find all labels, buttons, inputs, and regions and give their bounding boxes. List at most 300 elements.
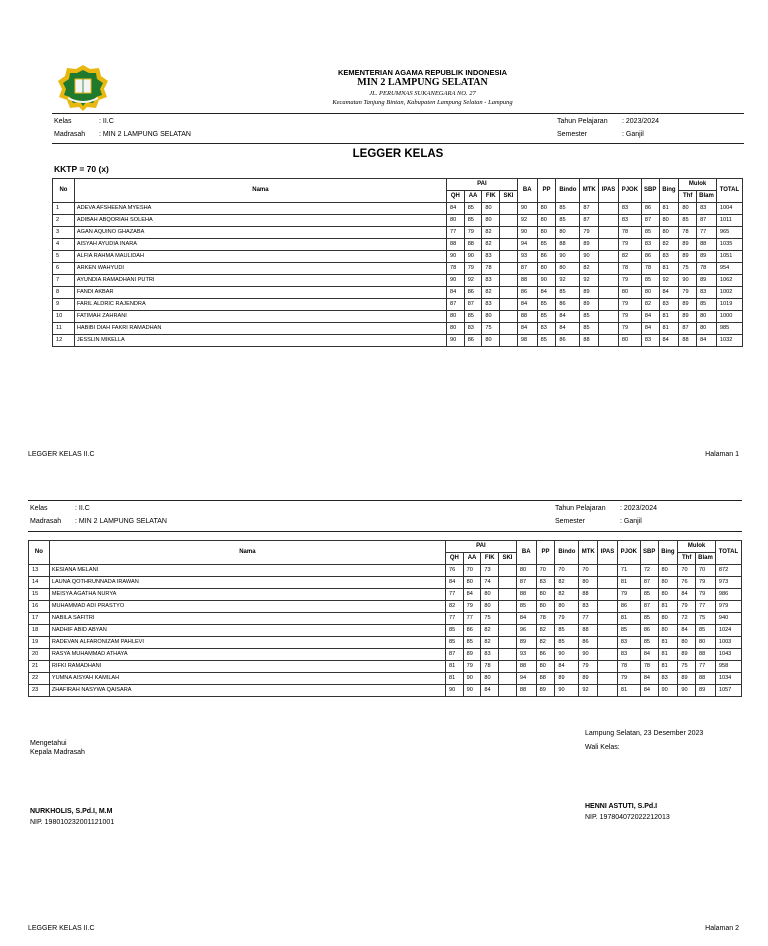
score-cell: 73 xyxy=(481,565,499,577)
row-number: 19 xyxy=(29,637,50,649)
table-row xyxy=(29,673,742,685)
score-cell: 85 xyxy=(464,215,482,227)
score-cell: 89 xyxy=(463,649,481,661)
score-cell: 89 xyxy=(679,251,697,263)
score-cell: 79 xyxy=(579,661,598,673)
score-cell: 86 xyxy=(464,287,482,299)
semester-label: Semester xyxy=(557,131,587,138)
page2-top-rule xyxy=(28,500,742,501)
score-cell: 80 xyxy=(481,673,499,685)
score-cell: 77 xyxy=(445,589,463,601)
col-ba: BA xyxy=(517,179,537,203)
student-name: ADIBAH ABQORIAH SOLEHA xyxy=(74,215,446,227)
score-cell: 78 xyxy=(697,263,717,275)
score-cell: 985 xyxy=(716,323,742,335)
row-number: 10 xyxy=(53,311,75,323)
table-row xyxy=(29,649,742,661)
score-cell xyxy=(499,661,517,673)
score-cell: 88 xyxy=(517,311,537,323)
col-ba: BA xyxy=(516,541,536,565)
score-cell: 83 xyxy=(641,335,659,347)
score-cell: 81 xyxy=(658,637,678,649)
score-cell xyxy=(599,203,619,215)
col-no: No xyxy=(29,541,50,565)
page2-info-rule xyxy=(28,531,742,532)
score-cell xyxy=(599,335,619,347)
score-cell: 85 xyxy=(556,203,580,215)
row-number: 20 xyxy=(29,649,50,661)
score-cell: 80 xyxy=(659,215,679,227)
score-cell: 85 xyxy=(537,311,556,323)
score-cell: 81 xyxy=(658,601,678,613)
score-cell: 75 xyxy=(481,613,499,625)
score-cell xyxy=(599,287,619,299)
score-cell: 88 xyxy=(516,685,536,697)
score-cell: 70 xyxy=(555,565,579,577)
madrasah-label-p2: Madrasah xyxy=(30,518,62,525)
student-name: JESSLIN MIKELLA xyxy=(74,335,446,347)
footer-right-page2: Halaman 2 xyxy=(705,925,739,932)
score-cell xyxy=(598,625,618,637)
score-cell: 85 xyxy=(556,215,580,227)
score-cell: 80 xyxy=(658,577,678,589)
score-cell: 80 xyxy=(579,577,598,589)
col-ski: SKI xyxy=(499,553,517,565)
score-cell: 82 xyxy=(618,251,641,263)
score-cell: 85 xyxy=(537,239,556,251)
score-cell: 90 xyxy=(678,685,696,697)
score-cell: 86 xyxy=(579,637,598,649)
score-cell: 82 xyxy=(482,239,500,251)
score-cell: 81 xyxy=(617,685,640,697)
score-cell: 84 xyxy=(446,287,464,299)
student-name: NABILA SAFITRI xyxy=(49,613,445,625)
score-cell: 83 xyxy=(641,239,659,251)
score-cell: 84 xyxy=(537,287,556,299)
score-cell: 88 xyxy=(696,673,716,685)
score-cell: 85 xyxy=(464,311,482,323)
score-cell: 88 xyxy=(697,239,717,251)
score-cell: 79 xyxy=(618,239,641,251)
score-cell: 85 xyxy=(516,601,536,613)
score-cell: 92 xyxy=(556,275,580,287)
student-name: ARKEN WAHYUDI xyxy=(74,263,446,275)
score-cell: 82 xyxy=(445,601,463,613)
score-cell: 89 xyxy=(697,275,717,287)
score-cell: 80 xyxy=(516,565,536,577)
col-pjok: PJOK xyxy=(618,179,641,203)
score-cell: 79 xyxy=(696,589,716,601)
student-name: FANDI AKBAR xyxy=(74,287,446,299)
score-cell: 89 xyxy=(536,685,555,697)
score-cell: 86 xyxy=(617,601,640,613)
score-cell: 940 xyxy=(715,613,741,625)
score-cell: 86 xyxy=(536,649,555,661)
score-cell: 79 xyxy=(463,601,481,613)
row-number: 11 xyxy=(53,323,75,335)
score-cell: 89 xyxy=(697,251,717,263)
score-cell: 76 xyxy=(678,577,696,589)
col-no: No xyxy=(53,179,75,203)
score-cell: 84 xyxy=(517,323,537,335)
score-cell: 84 xyxy=(446,203,464,215)
score-cell: 84 xyxy=(556,311,580,323)
score-cell: 80 xyxy=(463,577,481,589)
score-cell: 85 xyxy=(697,299,717,311)
score-cell: 96 xyxy=(516,625,536,637)
score-cell: 83 xyxy=(618,215,641,227)
score-cell xyxy=(598,613,618,625)
score-cell: 83 xyxy=(482,299,500,311)
score-cell: 94 xyxy=(516,673,536,685)
score-cell: 75 xyxy=(482,323,500,335)
score-cell: 87 xyxy=(641,215,659,227)
score-cell xyxy=(499,589,517,601)
score-cell: 82 xyxy=(482,287,500,299)
score-cell: 81 xyxy=(659,311,679,323)
score-cell: 80 xyxy=(537,227,556,239)
score-cell: 89 xyxy=(580,299,599,311)
score-cell: 80 xyxy=(697,311,717,323)
score-cell: 87 xyxy=(516,577,536,589)
score-cell: 80 xyxy=(618,335,641,347)
score-cell: 82 xyxy=(659,239,679,251)
score-cell: 1024 xyxy=(715,625,741,637)
score-cell: 89 xyxy=(580,287,599,299)
madrasah-value: : MIN 2 LAMPUNG SELATAN xyxy=(99,131,191,138)
score-cell: 77 xyxy=(579,613,598,625)
score-cell: 78 xyxy=(618,263,641,275)
student-name: AYUNDIA RAMADHANI PUTRI xyxy=(74,275,446,287)
score-cell: 78 xyxy=(536,613,555,625)
score-cell: 81 xyxy=(617,577,640,589)
score-cell: 82 xyxy=(536,625,555,637)
score-cell: 80 xyxy=(658,625,678,637)
kelas-label-p2: Kelas xyxy=(30,505,48,512)
score-cell xyxy=(598,601,618,613)
score-cell: 80 xyxy=(536,601,555,613)
col-pai: PAI xyxy=(446,179,517,191)
score-cell: 75 xyxy=(678,661,696,673)
score-cell: 86 xyxy=(641,251,659,263)
col-thf: Thf xyxy=(678,553,696,565)
score-cell: 80 xyxy=(537,215,556,227)
col-sbp: SBP xyxy=(641,179,659,203)
score-cell: 78 xyxy=(641,263,659,275)
score-cell: 90 xyxy=(463,685,481,697)
score-cell: 89 xyxy=(679,311,697,323)
score-cell: 85 xyxy=(464,203,482,215)
score-cell xyxy=(499,637,517,649)
table-row xyxy=(53,335,743,347)
row-number: 22 xyxy=(29,673,50,685)
table-row xyxy=(53,227,743,239)
score-cell xyxy=(599,263,619,275)
legger-table-page1 xyxy=(52,178,743,347)
student-name: YUMNA AISYAH KAMILAH xyxy=(49,673,445,685)
student-name: RIFKI RAMADHANI xyxy=(49,661,445,673)
headmaster-role: Kepala Madrasah xyxy=(30,749,85,756)
score-cell: 85 xyxy=(463,637,481,649)
score-cell: 872 xyxy=(715,565,741,577)
score-cell: 79 xyxy=(618,323,641,335)
madrasah-label: Madrasah xyxy=(54,131,86,138)
info-rule xyxy=(52,143,744,144)
row-number: 7 xyxy=(53,275,75,287)
score-cell: 87 xyxy=(445,649,463,661)
score-cell: 84 xyxy=(659,335,679,347)
score-cell: 85 xyxy=(556,287,580,299)
score-cell: 80 xyxy=(678,637,696,649)
score-cell: 86 xyxy=(537,251,556,263)
student-name: KESIANA MELANI xyxy=(49,565,445,577)
student-name: FATIMAH ZAHRANI xyxy=(74,311,446,323)
score-cell: 1011 xyxy=(716,215,742,227)
score-cell: 71 xyxy=(617,565,640,577)
student-name: NADHIF ABID ABYAN xyxy=(49,625,445,637)
score-cell: 84 xyxy=(481,685,499,697)
col-total: TOTAL xyxy=(715,541,741,565)
score-cell: 90 xyxy=(517,227,537,239)
score-cell: 80 xyxy=(555,601,579,613)
score-cell: 90 xyxy=(579,649,598,661)
score-cell: 83 xyxy=(537,323,556,335)
score-cell: 77 xyxy=(696,601,716,613)
legger-table-page2 xyxy=(28,540,742,697)
score-cell: 70 xyxy=(536,565,555,577)
score-cell: 79 xyxy=(618,299,641,311)
homeroom-name: HENNI ASTUTI, S.Pd.I xyxy=(585,803,658,810)
score-cell: 85 xyxy=(580,323,599,335)
score-cell: 94 xyxy=(517,239,537,251)
row-number: 8 xyxy=(53,287,75,299)
score-cell: 84 xyxy=(517,299,537,311)
ministry-name: KEMENTERIAN AGAMA REPUBLIK INDONESIA xyxy=(337,68,508,77)
student-name: AISYAH AYUDIA INARA xyxy=(74,239,446,251)
score-cell: 84 xyxy=(697,335,717,347)
score-cell: 79 xyxy=(464,227,482,239)
student-name: ALFIA RAHMA MAULIDAH xyxy=(74,251,446,263)
score-cell: 83 xyxy=(659,299,679,311)
score-cell: 92 xyxy=(659,275,679,287)
score-cell xyxy=(599,227,619,239)
homeroom-role: Wali Kelas: xyxy=(585,744,620,751)
score-cell: 83 xyxy=(617,649,640,661)
score-cell: 79 xyxy=(555,613,579,625)
col-pjok: PJOK xyxy=(617,541,640,565)
col-nama: Nama xyxy=(74,179,446,203)
score-cell: 90 xyxy=(556,251,580,263)
score-cell: 80 xyxy=(536,589,555,601)
score-cell: 84 xyxy=(463,589,481,601)
score-cell: 88 xyxy=(556,239,580,251)
score-cell: 90 xyxy=(679,275,697,287)
score-cell: 82 xyxy=(481,637,499,649)
col-bing: Bing xyxy=(658,541,678,565)
col-qh: QH xyxy=(446,191,464,203)
score-cell: 79 xyxy=(580,227,599,239)
score-cell: 85 xyxy=(641,227,659,239)
semester-value: : Ganjil xyxy=(622,131,644,138)
score-cell: 85 xyxy=(679,215,697,227)
score-cell: 90 xyxy=(658,685,678,697)
score-cell: 80 xyxy=(679,203,697,215)
score-cell xyxy=(499,649,517,661)
row-number: 16 xyxy=(29,601,50,613)
score-cell: 80 xyxy=(482,311,500,323)
score-cell: 83 xyxy=(658,673,678,685)
score-cell: 1003 xyxy=(715,637,741,649)
score-cell: 92 xyxy=(464,275,482,287)
score-cell: 90 xyxy=(537,275,556,287)
score-cell xyxy=(598,673,618,685)
row-number: 12 xyxy=(53,335,75,347)
score-cell: 84 xyxy=(445,577,463,589)
row-number: 5 xyxy=(53,251,75,263)
score-cell: 87 xyxy=(517,263,537,275)
col-pp: PP xyxy=(537,179,556,203)
score-cell: 80 xyxy=(482,203,500,215)
score-cell: 78 xyxy=(640,661,658,673)
row-number: 3 xyxy=(53,227,75,239)
col-nama: Nama xyxy=(49,541,445,565)
score-cell: 90 xyxy=(580,251,599,263)
score-cell: 88 xyxy=(517,275,537,287)
col-sbp: SBP xyxy=(640,541,658,565)
score-cell: 86 xyxy=(517,287,537,299)
school-address: JL. PERUMNAS SUKANEGARA NO. 27 xyxy=(369,90,476,97)
score-cell: 78 xyxy=(679,227,697,239)
score-cell: 78 xyxy=(482,263,500,275)
score-cell: 82 xyxy=(555,577,579,589)
col-bindo: Bindo xyxy=(556,179,580,203)
score-cell xyxy=(500,275,518,287)
row-number: 4 xyxy=(53,239,75,251)
score-cell: 954 xyxy=(716,263,742,275)
score-cell: 1057 xyxy=(715,685,741,697)
table-row xyxy=(53,203,743,215)
score-cell: 86 xyxy=(641,203,659,215)
score-cell: 70 xyxy=(696,565,716,577)
score-cell: 85 xyxy=(696,625,716,637)
col-aa: AA xyxy=(463,553,481,565)
score-cell: 90 xyxy=(555,649,579,661)
score-cell: 80 xyxy=(658,613,678,625)
score-cell: 80 xyxy=(618,287,641,299)
score-cell: 70 xyxy=(678,565,696,577)
score-cell: 74 xyxy=(481,577,499,589)
score-cell: 82 xyxy=(641,299,659,311)
score-cell: 90 xyxy=(463,673,481,685)
score-cell xyxy=(499,685,517,697)
score-cell: 84 xyxy=(659,287,679,299)
score-cell: 1043 xyxy=(715,649,741,661)
score-cell xyxy=(500,203,518,215)
score-cell: 1051 xyxy=(716,251,742,263)
kelas-value: : II.C xyxy=(99,118,114,125)
score-cell: 80 xyxy=(446,323,464,335)
score-cell: 93 xyxy=(517,251,537,263)
score-cell: 81 xyxy=(659,203,679,215)
score-cell: 83 xyxy=(536,577,555,589)
kelas-label: Kelas xyxy=(54,118,72,125)
score-cell xyxy=(499,565,517,577)
table-row xyxy=(29,589,742,601)
score-cell: 89 xyxy=(678,649,696,661)
score-cell: 72 xyxy=(640,565,658,577)
homeroom-nip: NIP. 197804072022212013 xyxy=(585,814,670,821)
row-number: 23 xyxy=(29,685,50,697)
score-cell: 88 xyxy=(536,673,555,685)
table-row xyxy=(29,565,742,577)
score-cell xyxy=(599,215,619,227)
score-cell: 89 xyxy=(580,239,599,251)
score-cell: 80 xyxy=(696,637,716,649)
score-cell: 93 xyxy=(516,649,536,661)
score-cell: 85 xyxy=(555,625,579,637)
header-rule xyxy=(52,113,744,114)
table-row xyxy=(29,637,742,649)
student-name: LAUNA QOTHRUNNADA IRAWAN xyxy=(49,577,445,589)
score-cell: 75 xyxy=(696,613,716,625)
score-cell: 87 xyxy=(640,577,658,589)
score-cell: 80 xyxy=(658,589,678,601)
col-fik: FIK xyxy=(482,191,500,203)
score-cell: 92 xyxy=(579,685,598,697)
score-cell: 80 xyxy=(659,227,679,239)
score-cell xyxy=(598,637,618,649)
score-cell: 84 xyxy=(678,589,696,601)
score-cell: 85 xyxy=(537,335,556,347)
student-name: AGAN AQUINO GHAZABA xyxy=(74,227,446,239)
score-cell xyxy=(599,239,619,251)
footer-left-page1: LEGGER KELAS II.C xyxy=(28,451,95,458)
score-cell xyxy=(599,311,619,323)
table-row xyxy=(53,299,743,311)
score-cell: 90 xyxy=(445,685,463,697)
score-cell: 78 xyxy=(618,227,641,239)
score-cell xyxy=(500,311,518,323)
score-cell: 87 xyxy=(446,299,464,311)
score-cell: 89 xyxy=(555,673,579,685)
col-pp: PP xyxy=(536,541,555,565)
table-row xyxy=(53,323,743,335)
score-cell xyxy=(598,589,618,601)
score-cell: 80 xyxy=(658,565,678,577)
score-cell: 986 xyxy=(715,589,741,601)
col-mtk: MTK xyxy=(579,541,598,565)
score-cell: 1062 xyxy=(716,275,742,287)
score-cell: 79 xyxy=(679,287,697,299)
score-cell: 83 xyxy=(464,323,482,335)
score-cell: 79 xyxy=(618,311,641,323)
score-cell: 85 xyxy=(445,625,463,637)
table-row xyxy=(53,251,743,263)
kelas-value-p2: : II.C xyxy=(75,505,90,512)
score-cell: 79 xyxy=(618,275,641,287)
student-name: RADEVAN ALFARONIZAM PAHLEVI xyxy=(49,637,445,649)
score-cell: 973 xyxy=(715,577,741,589)
score-cell: 87 xyxy=(640,601,658,613)
score-cell: 88 xyxy=(516,589,536,601)
score-cell: 80 xyxy=(536,661,555,673)
score-cell: 81 xyxy=(445,661,463,673)
table-row xyxy=(53,215,743,227)
table-row xyxy=(29,661,742,673)
score-cell xyxy=(499,625,517,637)
score-cell: 78 xyxy=(446,263,464,275)
score-cell: 82 xyxy=(536,637,555,649)
